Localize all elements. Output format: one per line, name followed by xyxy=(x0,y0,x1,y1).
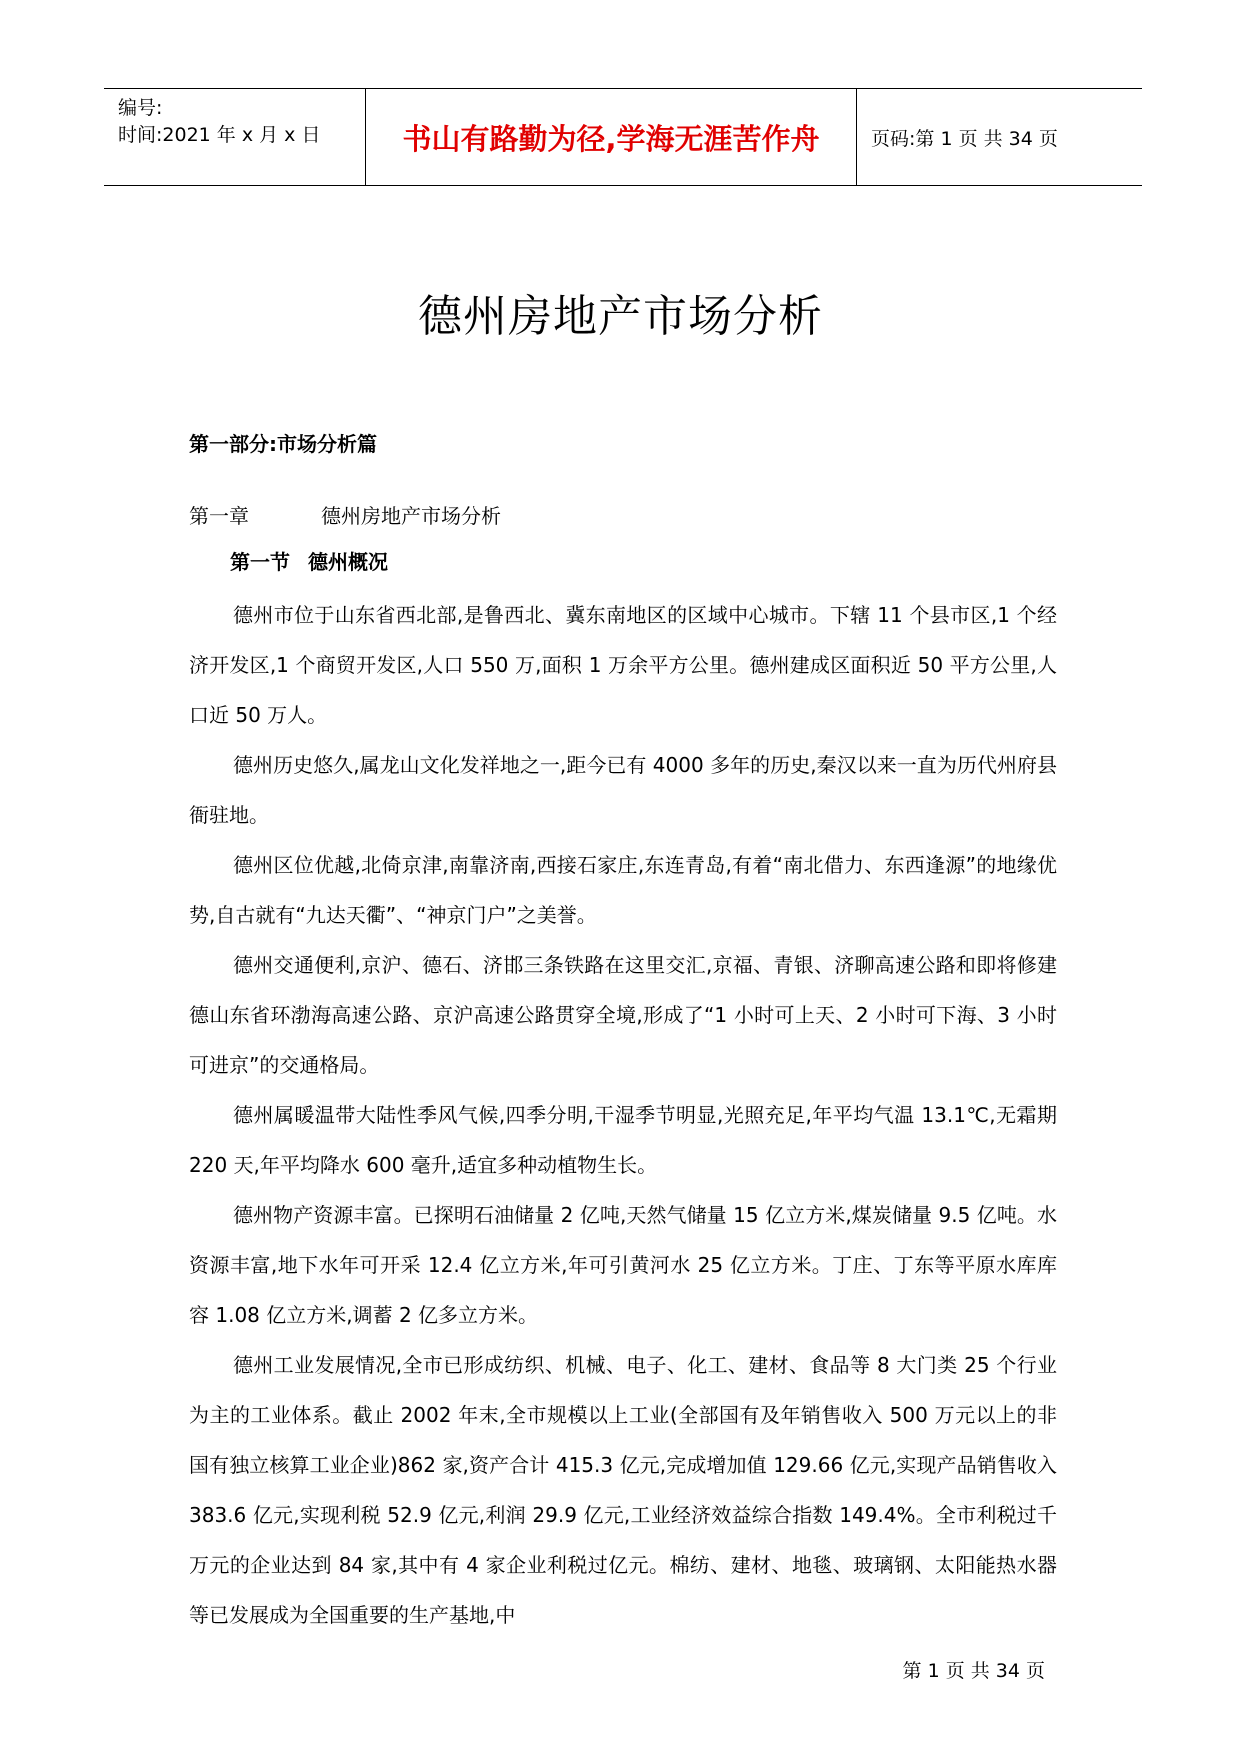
chapter-number: 第一章 xyxy=(189,504,249,528)
paragraph: 德州物产资源丰富。已探明石油储量 2 亿吨,天然气储量 15 亿立方米,煤炭储量 9.5 亿吨。水资源丰富,地下水年可开采 12.4 亿立方米,年可引黄河水 25 亿立方米。丁庄、丁东等平原水库库容 1.08 亿立方米,调蓄 2 亿多立方米。 xyxy=(189,1203,1057,1327)
paragraph: 德州区位优越,北倚京津,南靠济南,西接石家庄,东连青岛,有着“南北借力、东西逢源”的地缘优势,自古就有“九达天衢”、“神京门户”之美誉。 xyxy=(189,853,1057,927)
chapter-heading xyxy=(189,500,501,529)
serial-number-label: 编号: xyxy=(118,97,163,119)
chapter-title: 德州房地产市场分析 xyxy=(321,504,501,528)
header-motto: 书山有路勤为径,学海无涯苦作舟 xyxy=(366,89,857,185)
section-heading xyxy=(230,546,388,575)
section-title: 德州概况 xyxy=(308,550,388,574)
header-page-number: 页码:第 1 页 共 34 页 xyxy=(871,127,1058,150)
part-heading: 第一部分:市场分析篇 xyxy=(189,432,377,456)
time-label: 时间:2021 年 x 月 x 日 xyxy=(118,124,321,146)
header-meta-cell xyxy=(104,89,366,185)
paragraph: 德州工业发展情况,全市已形成纺织、机械、电子、化工、建材、食品等 8 大门类 25 个行业为主的工业体系。截止 2002 年末,全市规模以上工业(全部国有及年销售收入 500 万元以上的非国有独立核算工业企业)862 家,资产合计 415.3 亿元,完成增加值 129.66 亿元,实现产品销售收入 383.6 亿元,实现利税 52.9 亿元,利润 29.9 亿元,工业经济效益综合指数 149.4%。全市利税过千万元的企业达到 84 家,其中有 4 家企业利税过亿元。棉纺、建材、地毯、玻璃钢、太阳能热水器等已发展成为全国重要的生产基地,中 xyxy=(189,1353,1057,1627)
paragraph: 德州属暖温带大陆性季风气候,四季分明,干湿季节明显,光照充足,年平均气温 13.1℃,无霜期 220 天,年平均降水 600 毫升,适宜多种动植物生长。 xyxy=(189,1103,1057,1177)
body-text xyxy=(189,590,1057,1640)
paragraph: 德州历史悠久,属龙山文化发祥地之一,距今已有 4000 多年的历史,秦汉以来一直为历代州府县衙驻地。 xyxy=(189,753,1057,827)
page-footer: 第 1 页 共 34 页 xyxy=(902,1660,1045,1682)
document-title: 德州房地产市场分析 xyxy=(418,291,823,342)
page-header xyxy=(104,88,1142,186)
section-number: 第一节 xyxy=(230,550,290,574)
paragraph: 德州交通便利,京沪、德石、济邯三条铁路在这里交汇,京福、青银、济聊高速公路和即将修建德山东省环渤海高速公路、京沪高速公路贯穿全境,形成了“1 小时可上天、2 小时可下海、3 小时可进京”的交通格局。 xyxy=(189,953,1057,1077)
paragraph: 德州市位于山东省西北部,是鲁西北、冀东南地区的区域中心城市。下辖 11 个县市区,1 个经济开发区,1 个商贸开发区,人口 550 万,面积 1 万余平方公里。德州建成区面积近 50 平方公里,人口近 50 万人。 xyxy=(189,603,1057,727)
